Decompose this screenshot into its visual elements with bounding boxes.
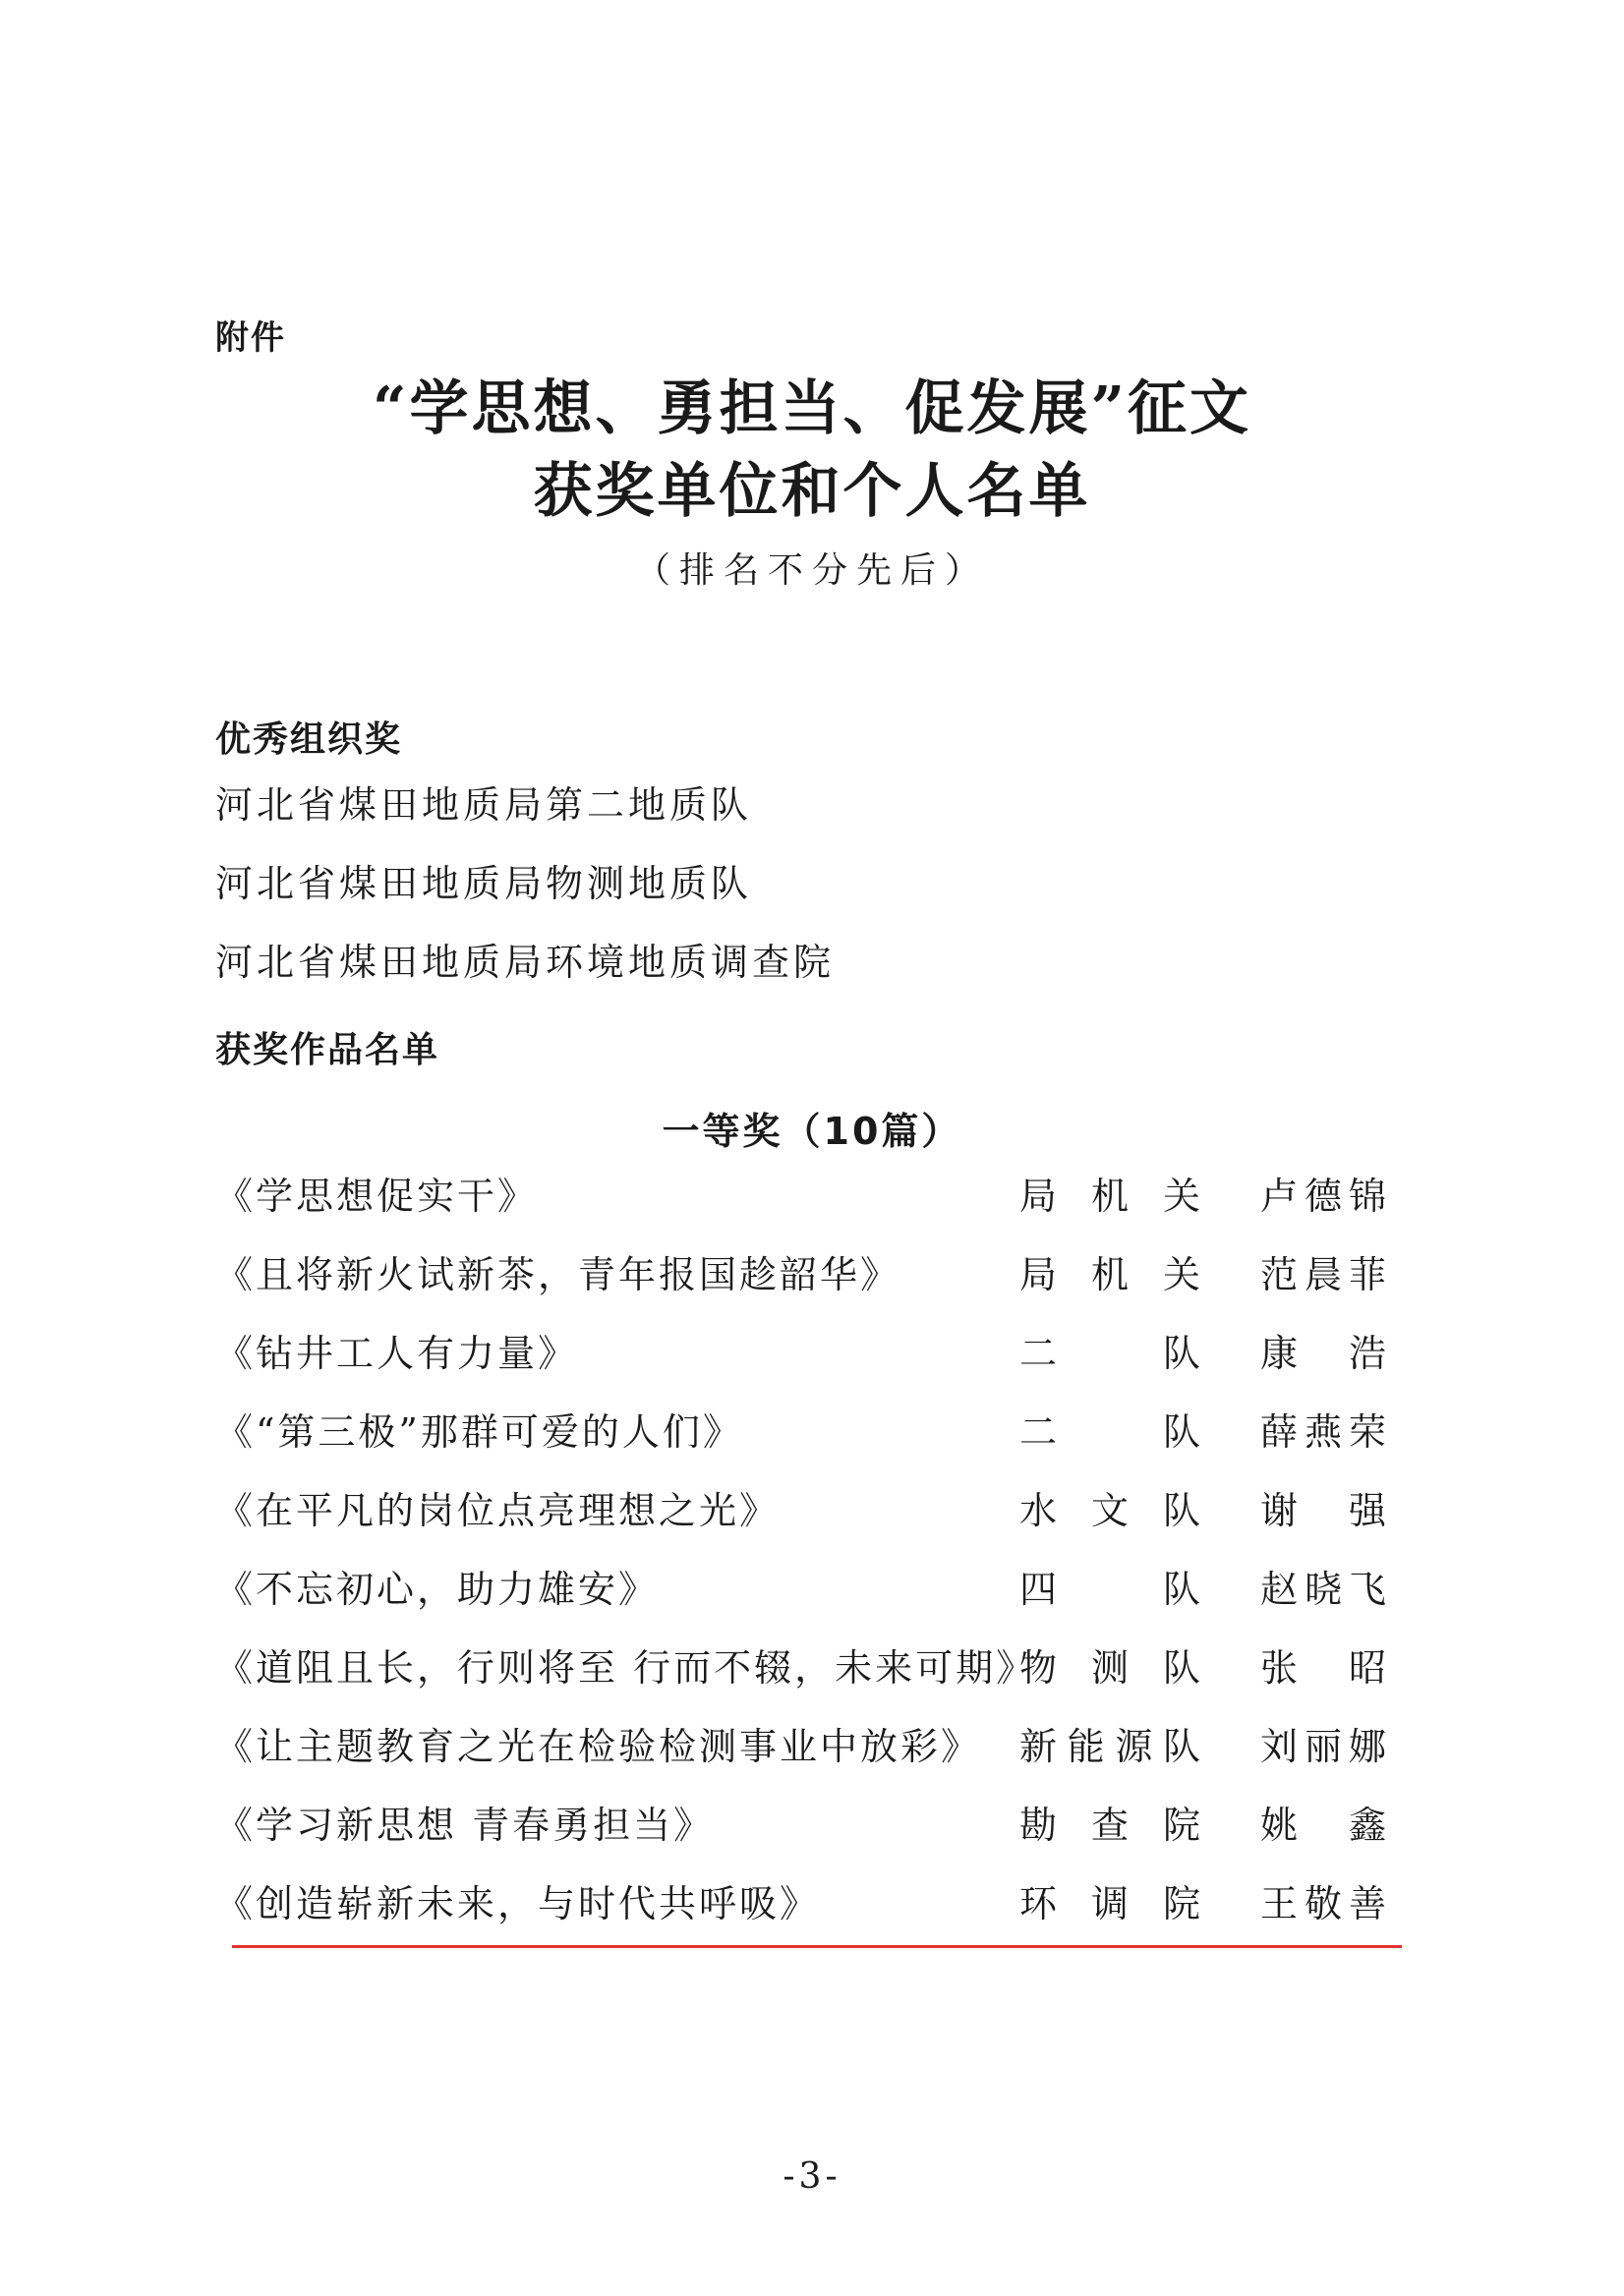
- first-prize-heading: 一等奖（10篇）: [662, 1110, 962, 1153]
- work-title: 《“第三极”那群可爱的人们》: [215, 1410, 743, 1454]
- work-title: 《道阻且长，行则将至 行而不辍，未来可期》: [215, 1646, 1037, 1690]
- work-unit: 水文队: [1019, 1489, 1200, 1532]
- award-entry: [215, 1568, 1395, 1649]
- attachment-label: 附件: [215, 318, 286, 358]
- work-author: 薛燕荣: [1260, 1410, 1386, 1454]
- award-entry: [215, 1332, 1395, 1413]
- organization-award-heading: 优秀组织奖: [215, 719, 403, 760]
- organization-award-list: [215, 783, 836, 1022]
- work-title: 《钻井工人有力量》: [215, 1332, 579, 1375]
- work-author: 王敬善: [1260, 1882, 1386, 1925]
- work-author: 谢强: [1260, 1489, 1386, 1532]
- document-title-line-2: 获奖单位和个人名单: [533, 457, 1091, 526]
- organization-award-unit: 河北省煤田地质局第二地质队: [215, 783, 753, 827]
- work-unit: 局机关: [1019, 1253, 1200, 1296]
- work-unit: 局机关: [1019, 1175, 1200, 1218]
- work-unit: 勘查院: [1019, 1804, 1200, 1847]
- work-author: 刘丽娜: [1260, 1725, 1386, 1768]
- award-entry: [215, 1804, 1395, 1885]
- work-unit: 四队: [1019, 1568, 1200, 1611]
- work-title: 《学思想促实干》: [215, 1175, 539, 1218]
- work-unit: 新能源队: [1019, 1725, 1200, 1768]
- work-author: 赵晓飞: [1260, 1568, 1386, 1611]
- work-title: 《让主题教育之光在检验检测事业中放彩》: [215, 1725, 982, 1768]
- award-entry: [215, 1725, 1395, 1807]
- ranking-note: （排名不分先后）: [634, 550, 989, 591]
- document-title-line-1: “学思想、勇担当、促发展”征文: [372, 374, 1252, 443]
- award-works-heading: 获奖作品名单: [215, 1030, 440, 1070]
- work-title: 《不忘初心，助力雄安》: [215, 1568, 660, 1611]
- page-number: -3-: [783, 2156, 841, 2197]
- work-unit: 环调院: [1019, 1882, 1200, 1925]
- work-author: 卢德锦: [1260, 1175, 1386, 1218]
- organization-award-unit: 河北省煤田地质局物测地质队: [215, 862, 753, 905]
- award-entry: [215, 1253, 1395, 1335]
- award-entry: [215, 1646, 1395, 1728]
- work-title: 《创造崭新未来，与时代共呼吸》: [215, 1882, 821, 1925]
- work-unit: 物测队: [1019, 1646, 1200, 1690]
- work-title: 《学习新思想 青春勇担当》: [215, 1804, 715, 1847]
- work-author: 张昭: [1260, 1646, 1386, 1690]
- award-entry: [215, 1177, 1395, 1256]
- work-author: 康浩: [1260, 1332, 1386, 1375]
- first-prize-list: [215, 1177, 1395, 1964]
- red-underline: [232, 1945, 1402, 1948]
- award-entry: [215, 1410, 1395, 1492]
- award-entry: [215, 1882, 1395, 1964]
- award-entry: [215, 1489, 1395, 1571]
- work-unit: 二队: [1019, 1410, 1200, 1454]
- work-unit: 二队: [1019, 1332, 1200, 1375]
- work-author: 范晨菲: [1260, 1253, 1386, 1296]
- work-title: 《且将新火试新茶，青年报国趁韶华》: [215, 1253, 901, 1296]
- organization-award-unit: 河北省煤田地质局环境地质调查院: [215, 941, 836, 984]
- work-author: 姚鑫: [1260, 1804, 1386, 1847]
- work-title: 《在平凡的岗位点亮理想之光》: [215, 1489, 781, 1532]
